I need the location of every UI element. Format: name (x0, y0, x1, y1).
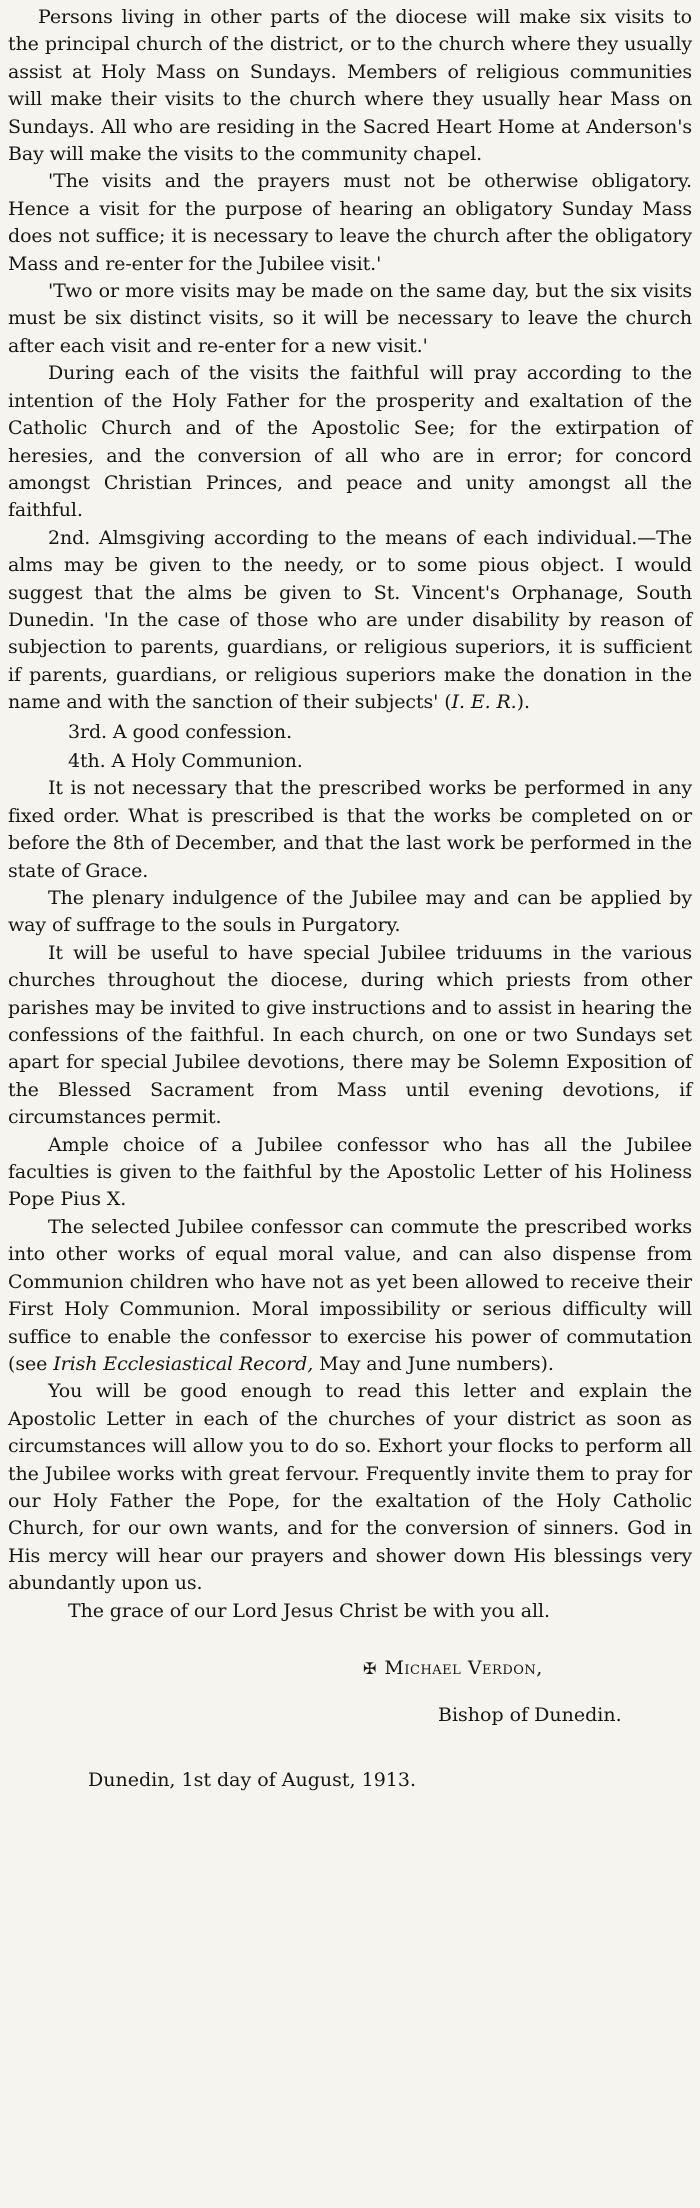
signature-name-line (8, 1655, 692, 1682)
paragraph-almsgiving (8, 525, 692, 717)
commutation-text: The selected Jubilee confessor can commute the prescribed works into other works of equal moral value, and can also dispense from Communion children who have not as yet been allowed to receive their First Holy Communion. Moral impossibility or serious difficulty will suffice to enable the confessor to exercise his power of commutation (see (8, 1215, 692, 1375)
signature-block (8, 1655, 692, 1729)
paragraph-jubilee-confessor: Ample choice of a Jubilee confessor who has all the Jubilee faculties is given to the faithful by the Apostolic Letter of his Holiness Pope Pius X. (8, 1133, 692, 1211)
paragraph-prayer-intentions: During each of the visits the faithful will pray according to the intention of the Holy Father for the prosperity and exaltation of the Catholic Church and of the Apostolic See; for the extirpation of heresies, and the conversion of all who are in error; for concord amongst Christian Princes, and peace and unity amongst all the faithful. (8, 362, 692, 522)
paragraph-visits-not-obligatory: 'The visits and the prayers must not be otherwise obligatory. Hence a visit for the purpose of hearing an obligatory Sunday Mass does not suffice; it is necessary to leave the church after the obligatory Mass and re-enter for the Jubilee visit.' (8, 170, 692, 275)
paragraph-closing-blessing: The grace of our Lord Jesus Christ be with you all. (68, 1599, 550, 1622)
ier-citation-close: ). (516, 691, 530, 714)
paragraph-triduums: It will be useful to have special Jubilee triduums in the various churches throughout the diocese, during which priests from other parishes may be invited to give instructions and to assist in hearing the confessions of the faithful. In each church, on one or two Sundays set apart for special Jubilee devotions, there may be Solemn Exposition of the Blessed Sacrament from Mass until evening devotions, if circumstances permit. (8, 941, 692, 1129)
paragraph-communion: 4th. A Holy Communion. (68, 749, 303, 772)
paragraph-order-of-works: It is not necessary that the prescribed works be performed in any fixed order. What is prescribed is that the works be completed on or before the 8th of December, and that the last work be performed in the state of Grace. (8, 777, 692, 882)
dateline: Dunedin, 1st day of August, 1913. (88, 1768, 417, 1791)
ier-citation: I. E. R. (451, 691, 517, 714)
signature-title: Bishop of Dunedin. (438, 1703, 622, 1726)
paragraph-visits-other-parts: Persons living in other parts of the diocese will make six visits to the principal church of the district, or to the church where they usually assist at Holy Mass on Sundays. Members of religious communities will make their visits to the church where they usually hear Mass on Sundays. All who are residing in the Sacred Heart Home at Anderson's Bay will make the visits to the community chapel. (8, 6, 692, 166)
irish-record-citation: Irish Ecclesiastical Record, (53, 1352, 314, 1375)
paragraph-plenary-indulgence: The plenary indulgence of the Jubilee may and can be applied by way of suffrage to the souls in Purgatory. (8, 887, 692, 937)
paragraph-confession: 3rd. A good confession. (68, 720, 293, 743)
paragraph-multiple-visits: 'Two or more visits may be made on the same day, but the six visits must be six distinct visits, so it will be necessary to leave the church after each visit and re-enter for a new visit.' (8, 280, 692, 357)
almsgiving-text: 2nd. Almsgiving according to the means of each individual.—The alms may be given to the needy, or to some pious object. I would suggest that the alms be given to St. Vincent's Orphanage, South Dunedin. 'In the case of those who are under disability by reason of subjection to parents, guardians, or religious superiors, it is sufficient if parents, guardians, or religious superiors make the donation in the name and with the sanction of their subjects' ( (8, 526, 692, 714)
pastoral-letter-body (8, 0, 692, 1625)
episcopal-cross-icon: ✠ (363, 1658, 377, 1678)
paragraph-read-letter: You will be good enough to read this letter and explain the Apostolic Letter in each of the churches of your district as soon as circumstances will allow you to do so. Exhort your flocks to perform all the Jubilee works with great fervour. Frequently invite them to pray for our Holy Father the Pope, for the exaltation of the Holy Catholic Church, for our own wants, and for the conversion of sinners. God in His mercy will hear our prayers and shower down His blessings very abundantly upon us. (8, 1380, 692, 1595)
signature-name: Michael Verdon, (384, 1656, 543, 1679)
irish-record-citation-tail: May and June numbers). (313, 1352, 554, 1375)
paragraph-commutation (8, 1214, 692, 1378)
